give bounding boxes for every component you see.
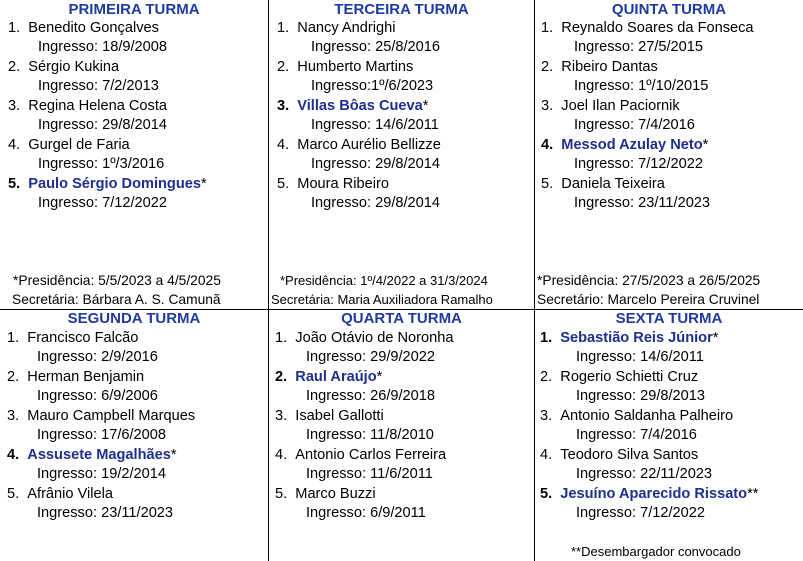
member-name: [277, 176, 389, 193]
member-number: 1.: [541, 20, 554, 36]
member-number: 2.: [275, 369, 288, 385]
member-name-text: Humberto Martins: [297, 59, 414, 75]
member-number: 1.: [7, 330, 20, 346]
member-name-text: Villas Bôas Cueva: [297, 98, 423, 114]
turma-title: SEXTA TURMA: [615, 310, 723, 327]
member-name: [540, 330, 718, 347]
ingresso-date: Ingresso: 26/9/2018: [306, 388, 436, 404]
member-name: [8, 20, 159, 37]
ingresso-date: Ingresso: 27/5/2015: [574, 39, 704, 55]
member-number: 2.: [540, 369, 553, 385]
ingresso-date: Ingresso: 29/8/2014: [38, 117, 168, 133]
turma-title: QUINTA TURMA: [611, 1, 727, 18]
president-mark: **: [747, 486, 759, 502]
member-name: [7, 408, 195, 425]
member-name-text: Sérgio Kukina: [28, 59, 120, 75]
secretaria-terceira: Secretária: Maria Auxiliadora Ramalho: [271, 292, 493, 307]
turma-title: TERCEIRA TURMA: [334, 1, 469, 18]
ingresso-date: Ingresso: 7/12/2022: [38, 195, 168, 211]
member-name-text: Marco Aurélio Bellizze: [297, 137, 441, 153]
member-name: [277, 137, 441, 154]
member-number: 1.: [277, 20, 290, 36]
member-name-text: Regina Helena Costa: [28, 98, 168, 114]
member-name-text: Francisco Falcão: [27, 330, 139, 346]
member-name-text: Paulo Sérgio Domingues: [28, 176, 201, 192]
member-number: 2.: [541, 59, 554, 75]
member-name-text: Antonio Carlos Ferreira: [295, 447, 447, 463]
ingresso-date: Ingresso: 7/12/2022: [574, 156, 704, 172]
member-name: [541, 59, 658, 76]
ingresso-date: Ingresso: 29/9/2022: [306, 349, 436, 365]
ingresso-date: Ingresso: 1º/10/2015: [574, 78, 709, 94]
member-name-text: Antonio Saldanha Palheiro: [560, 408, 734, 424]
member-number: 3.: [277, 98, 290, 114]
member-name-text: Isabel Gallotti: [295, 408, 384, 424]
member-name: [540, 408, 733, 425]
cell-quarta-turma: [269, 310, 534, 561]
member-name: [541, 98, 680, 115]
ingresso-date: Ingresso: 23/11/2023: [574, 195, 711, 211]
member-name-text: Messod Azulay Neto: [561, 137, 703, 153]
presidencia-terceira: *Presidência: 1º/4/2022 a 31/3/2024: [280, 273, 488, 288]
ingresso-date: Ingresso: 7/4/2016: [576, 427, 697, 443]
president-mark: *: [712, 330, 719, 346]
member-name-text: João Otávio de Noronha: [295, 330, 454, 346]
member-number: 1.: [8, 20, 21, 36]
member-name: [541, 20, 754, 37]
member-number: 2.: [277, 59, 290, 75]
member-number: 3.: [275, 408, 288, 424]
member-name: [275, 330, 453, 347]
member-number: 4.: [275, 447, 288, 463]
presidencia-primeira: *Presidência: 5/5/2023 a 4/5/2025: [13, 273, 221, 288]
member-number: 4.: [7, 447, 20, 463]
member-name-text: Benedito Gonçalves: [28, 20, 159, 36]
member-name: [275, 447, 446, 464]
member-number: 1.: [275, 330, 288, 346]
member-number: 4.: [8, 137, 21, 153]
member-name-text: Teodoro Silva Santos: [560, 447, 699, 463]
member-name-text: Ribeiro Dantas: [561, 59, 658, 75]
member-number: 1.: [540, 330, 553, 346]
member-name: [8, 137, 130, 154]
member-name-text: Assusete Magalhães: [27, 447, 171, 463]
member-number: 4.: [541, 137, 554, 153]
ingresso-date: Ingresso: 6/9/2011: [306, 505, 426, 521]
member-number: 5.: [7, 486, 20, 502]
cell-terceira-turma: [269, 0, 534, 309]
turma-title: PRIMEIRA TURMA: [68, 1, 200, 18]
member-number: 4.: [277, 137, 290, 153]
member-name: [8, 98, 167, 115]
member-name-text: Jesuíno Aparecido Rissato: [560, 486, 748, 502]
turma-title: SEGUNDA TURMA: [67, 310, 201, 327]
member-number: 5.: [277, 176, 290, 192]
ingresso-date: Ingresso: 25/8/2016: [311, 39, 441, 55]
president-mark: *: [376, 369, 383, 385]
member-name: [7, 486, 113, 503]
member-name-text: Marco Buzzi: [295, 486, 376, 502]
member-name: [8, 59, 119, 76]
footnote-convocado: **Desembargador convocado: [571, 544, 741, 559]
cell-sexta-turma: [535, 310, 803, 561]
ingresso-date: Ingresso: 29/8/2014: [311, 195, 441, 211]
member-name: [277, 59, 413, 76]
member-name-text: Joel Ilan Paciornik: [561, 98, 680, 114]
member-name: [540, 369, 698, 386]
member-name-text: Mauro Campbell Marques: [27, 408, 196, 424]
member-name-text: Afrânio Vilela: [27, 486, 114, 502]
ingresso-date: Ingresso: 7/4/2016: [574, 117, 695, 133]
ingresso-date: Ingresso: 6/9/2006: [37, 388, 158, 404]
member-number: 2.: [7, 369, 20, 385]
member-number: 5.: [541, 176, 554, 192]
member-number: 5.: [8, 176, 21, 192]
ingresso-date: Ingresso: 19/2/2014: [37, 466, 167, 482]
member-name-text: Raul Araújo: [295, 369, 377, 385]
ingresso-date: Ingresso: 22/11/2023: [576, 466, 713, 482]
ingresso-date: Ingresso: 29/8/2013: [576, 388, 706, 404]
member-name: [540, 486, 758, 503]
member-number: 2.: [8, 59, 21, 75]
ingresso-date: Ingresso: 23/11/2023: [37, 505, 174, 521]
member-name: [7, 330, 138, 347]
secretaria-quinta: Secretário: Marcelo Pereira Cruvinel: [537, 292, 760, 307]
member-name: [8, 176, 207, 193]
member-name: [275, 369, 382, 386]
member-number: 3.: [541, 98, 554, 114]
member-name-text: Daniela Teixeira: [561, 176, 665, 192]
ingresso-date: Ingresso: 11/8/2010: [306, 427, 434, 443]
cell-primeira-turma: [0, 0, 268, 309]
turma-title: QUARTA TURMA: [341, 310, 462, 327]
member-name: [7, 447, 177, 464]
member-number: 3.: [8, 98, 21, 114]
member-number: 5.: [540, 486, 553, 502]
cell-quinta-turma: [535, 0, 803, 309]
member-name: [541, 176, 665, 193]
ingresso-date: Ingresso: 11/6/2011: [306, 466, 433, 482]
member-name: [277, 98, 428, 115]
president-mark: *: [702, 137, 709, 153]
member-name-text: Gurgel de Faria: [28, 137, 130, 153]
president-mark: *: [201, 176, 207, 192]
president-mark: *: [170, 447, 177, 463]
member-name-text: Herman Benjamin: [27, 369, 145, 385]
member-name: [541, 137, 708, 154]
member-name: [277, 20, 395, 37]
member-number: 5.: [275, 486, 288, 502]
ingresso-date: Ingresso:1º/6/2023: [311, 78, 434, 94]
ingresso-date: Ingresso: 17/6/2008: [37, 427, 167, 443]
ingresso-date: Ingresso: 7/2/2013: [38, 78, 159, 94]
ingresso-date: Ingresso: 14/6/2011: [576, 349, 704, 365]
member-number: 3.: [540, 408, 553, 424]
president-mark: *: [422, 98, 429, 114]
member-name: [275, 408, 384, 425]
member-name-text: Reynaldo Soares da Fonseca: [561, 20, 754, 36]
member-name-text: Nancy Andrighi: [297, 20, 396, 36]
cell-segunda-turma: [0, 310, 268, 561]
ingresso-date: Ingresso: 7/12/2022: [576, 505, 706, 521]
member-number: 3.: [7, 408, 20, 424]
member-number: 4.: [540, 447, 553, 463]
ingresso-date: Ingresso: 18/9/2008: [38, 39, 168, 55]
ingresso-date: Ingresso: 29/8/2014: [311, 156, 441, 172]
ingresso-date: Ingresso: 14/6/2011: [311, 117, 439, 133]
member-name: [540, 447, 698, 464]
member-name-text: Sebastião Reis Júnior: [560, 330, 713, 346]
member-name: [7, 369, 144, 386]
member-name: [275, 486, 376, 503]
member-name-text: Rogerio Schietti Cruz: [560, 369, 699, 385]
member-name-text: Moura Ribeiro: [297, 176, 389, 192]
ingresso-date: Ingresso: 1º/3/2016: [38, 156, 165, 172]
presidencia-quinta: *Presidência: 27/5/2023 a 26/5/2025: [537, 273, 761, 288]
secretaria-primeira: Secretária: Bárbara A. S. Camunã: [12, 292, 221, 307]
ingresso-date: Ingresso: 2/9/2016: [37, 349, 158, 365]
